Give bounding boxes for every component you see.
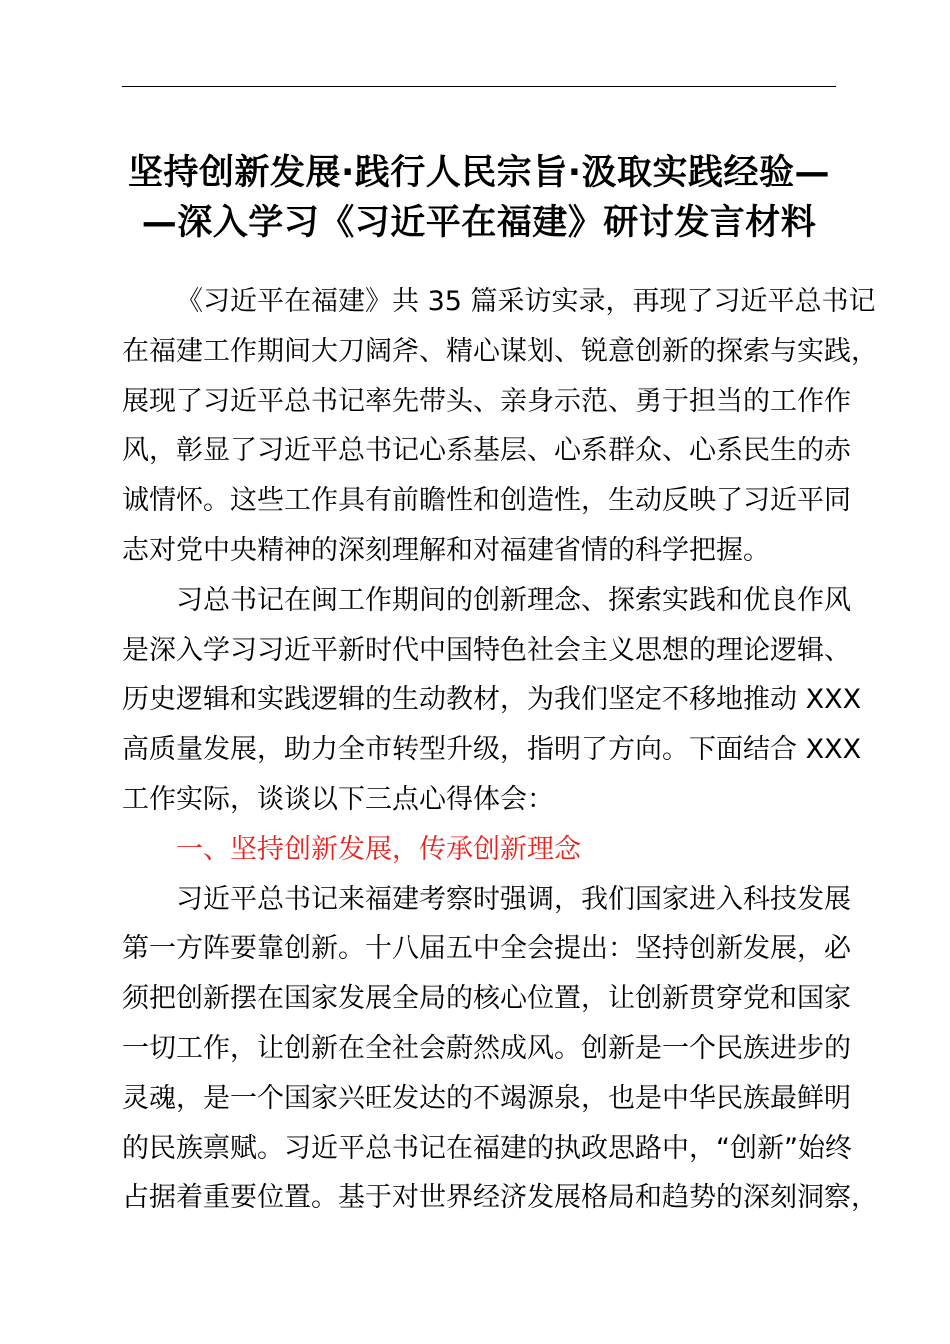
- text-line: 占据着重要位置。基于对世界经济发展格局和趋势的深刻洞察，: [122, 1182, 878, 1214]
- text-line: 是深入学习习近平新时代中国特色社会主义思想的理论逻辑、: [122, 634, 851, 666]
- text-line: 的民族禀赋。习近平总书记在福建的执政思路中，“创新”始终: [122, 1132, 852, 1164]
- text-line: 高质量发展，助力全市转型升级，指明了方向。下面结合 XXX: [122, 734, 862, 766]
- text-line: 志对党中央精神的深刻理解和对福建省情的科学把握。: [122, 534, 770, 566]
- title-line: —深入学习《习近平在福建》研讨发言材料: [141, 203, 817, 243]
- text-line: 第一方阵要靠创新。十八届五中全会提出：坚持创新发展，必: [122, 933, 851, 965]
- page-title: [122, 148, 836, 248]
- text-line: 风，彰显了习近平总书记心系基层、心系群众、心系民生的赤: [122, 435, 851, 467]
- text-line: 须把创新摆在国家发展全局的核心位置，让创新贯穿党和国家: [122, 983, 851, 1015]
- text-line: 一切工作，让创新在全社会蔚然成风。创新是一个民族进步的: [122, 1032, 851, 1064]
- header-rule: [122, 86, 836, 87]
- section-heading: 一、坚持创新发展，传承创新理念: [176, 833, 581, 865]
- text-line: 《习近平在福建》共 35 篇采访实录，再现了习近平总书记: [176, 286, 876, 317]
- text-line: 在福建工作期间大刀阔斧、精心谋划、锐意创新的探索与实践，: [122, 335, 878, 367]
- text-line: 习总书记在闽工作期间的创新理念、探索实践和优良作风: [176, 584, 851, 616]
- title-line: 坚持创新发展·践行人民宗旨·汲取实践经验—: [127, 153, 831, 193]
- text-line: 诚情怀。这些工作具有前瞻性和创造性，生动反映了习近平同: [122, 485, 851, 517]
- text-line: 习近平总书记来福建考察时强调，我们国家进入科技发展: [176, 883, 851, 915]
- text-line: 工作实际，谈谈以下三点心得体会：: [122, 783, 554, 815]
- text-line: 展现了习近平总书记率先带头、亲身示范、勇于担当的工作作: [122, 385, 851, 417]
- text-line: 灵魂，是一个国家兴旺发达的不竭源泉，也是中华民族最鲜明: [122, 1082, 851, 1114]
- body-text: [122, 277, 878, 1223]
- text-line: 历史逻辑和实践逻辑的生动教材，为我们坚定不移地推动 XXX: [122, 684, 862, 716]
